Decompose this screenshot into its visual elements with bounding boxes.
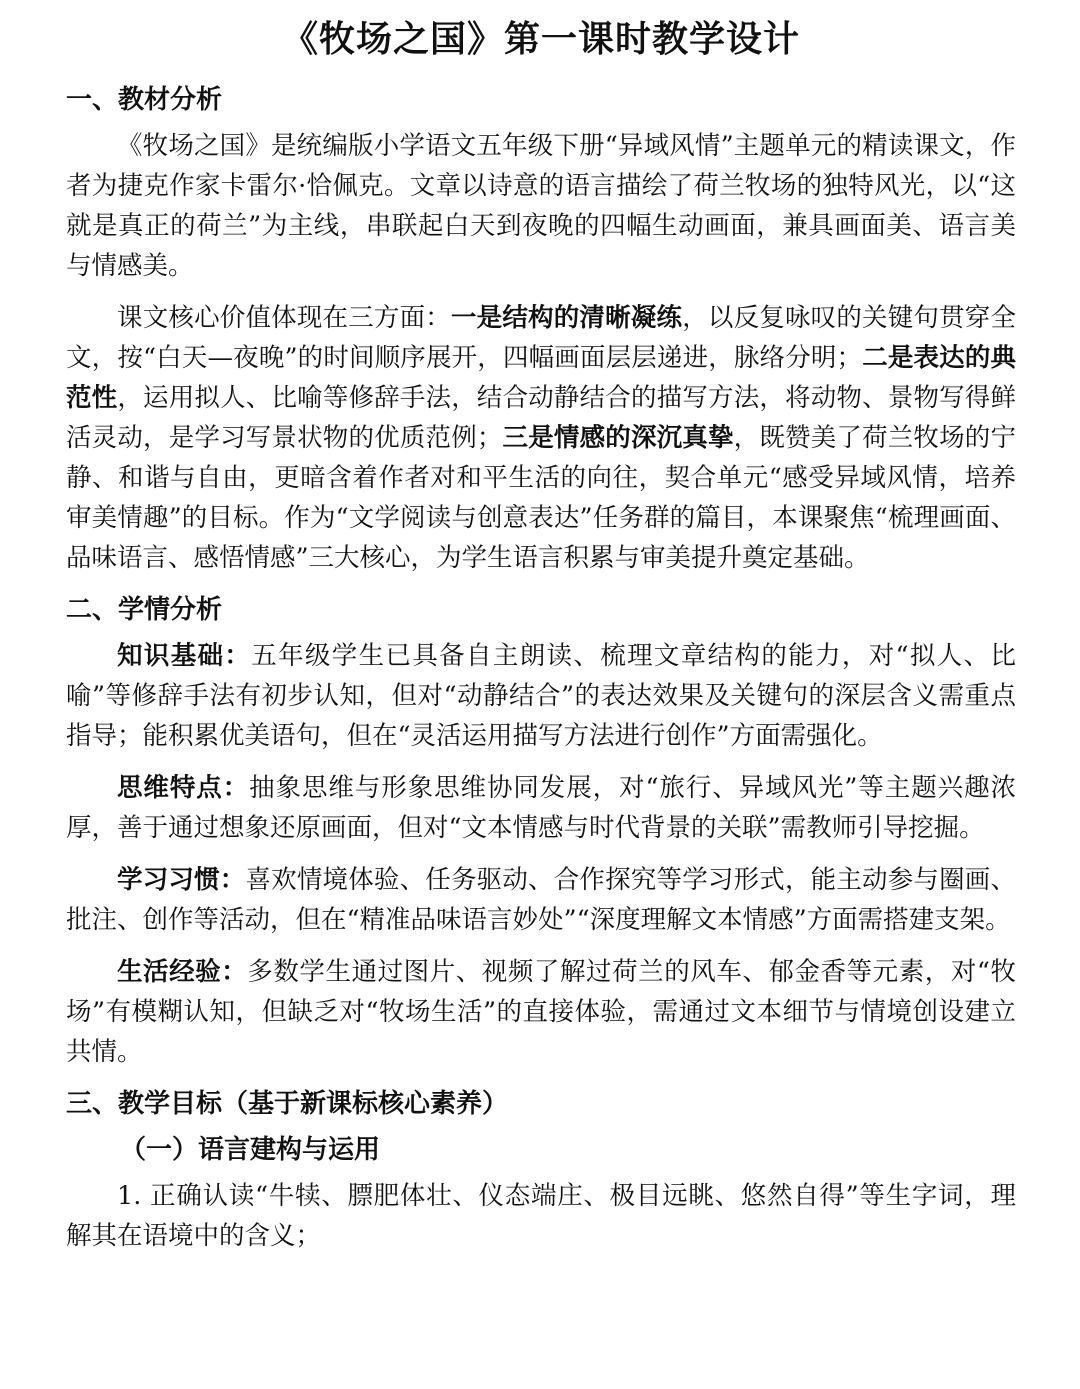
section-heading-textbook-analysis: 一、教材分析 [66, 85, 223, 115]
paragraph-life-experience [66, 952, 1016, 1072]
core-value-point-2: 二是表达的典范性 [66, 343, 1016, 413]
text-knowledge-base: 五年级学生已具备自主朗读、梳理文章结构的能力，对“拟人、比喻”等修辞手法有初步认知，但对“动静结合”的表达效果及关键句的深层含义需重点指导；能积累优美语句，但在“灵活运用描写方法进行创作”方面需强化。 [66, 641, 1016, 751]
label-thinking-traits: 思维特点： [117, 773, 250, 803]
subsection-heading-language: （一）语言建构与运用 [120, 1135, 381, 1165]
paragraph-thinking-traits [66, 768, 1016, 848]
core-value-point-3: 三是情感的深沉真挚 [502, 423, 734, 453]
text-thinking-traits: 抽象思维与形象思维协同发展，对“旅行、异域风光”等主题兴趣浓厚，善于通过想象还原画面，但对“文本情感与时代背景的关联”需教师引导挖掘。 [66, 773, 1016, 843]
label-learning-habits: 学习习惯： [117, 865, 246, 895]
core-value-text-1: ，以反复咏叹的关键句贯穿全文，按“白天—夜晚”的时间顺序展开，四幅画面层层递进，脉络分明； [66, 303, 1016, 373]
core-value-intro: 课文核心价值体现在三方面： [117, 303, 451, 333]
label-life-experience: 生活经验： [117, 957, 248, 987]
paragraph-textbook-intro: 《牧场之国》是统编版小学语文五年级下册“异域风情”主题单元的精读课文，作者为捷克作家卡雷尔·恰佩克。文章以诗意的语言描绘了荷兰牧场的独特风光，以“这就是真正的荷兰”为主线，串联起白天到夜晚的四幅生动画面，兼具画面美、语言美与情感美。 [66, 131, 1016, 281]
paragraph-knowledge-base [66, 636, 1016, 756]
paragraph-learning-habits [66, 860, 1016, 940]
document-title: 《牧场之国》第一课时教学设计 [281, 19, 800, 60]
label-knowledge-base: 知识基础： [117, 641, 252, 671]
section-heading-student-analysis: 二、学情分析 [66, 595, 223, 625]
core-value-point-1: 一是结构的清晰凝练 [450, 303, 683, 333]
core-value-text-2: ，运用拟人、比喻等修辞手法，结合动静结合的描写方法，将动物、景物写得鲜活灵动，是学习写景状物的优质范例； [66, 383, 1016, 453]
core-value-text-3: ，既赞美了荷兰牧场的宁静、和谐与自由，更暗含着作者对和平生活的向往，契合单元“感受异域风情，培养审美情趣”的目标。作为“文学阅读与创意表达”任务群的篇目，本课聚焦“梳理画面、品味语言、感悟情感”三大核心，为学生语言积累与审美提升奠定基础。 [66, 423, 1016, 573]
goal-item-1: 1. 正确认读“牛犊、膘肥体壮、仪态端庄、极目远眺、悠然自得”等生字词，理解其在语境中的含义； [66, 1181, 1016, 1251]
text-learning-habits: 喜欢情境体验、任务驱动、合作探究等学习形式，能主动参与圈画、批注、创作等活动，但在“精准品味语言妙处”“深度理解文本情感”方面需搭建支架。 [66, 865, 1016, 935]
paragraph-core-value [66, 298, 1016, 578]
section-heading-teaching-goals: 三、教学目标（基于新课标核心素养） [66, 1089, 509, 1119]
text-life-experience: 多数学生通过图片、视频了解过荷兰的风车、郁金香等元素，对“牧场”有模糊认知，但缺乏对“牧场生活”的直接体验，需通过文本细节与情境创设建立共情。 [66, 957, 1016, 1067]
